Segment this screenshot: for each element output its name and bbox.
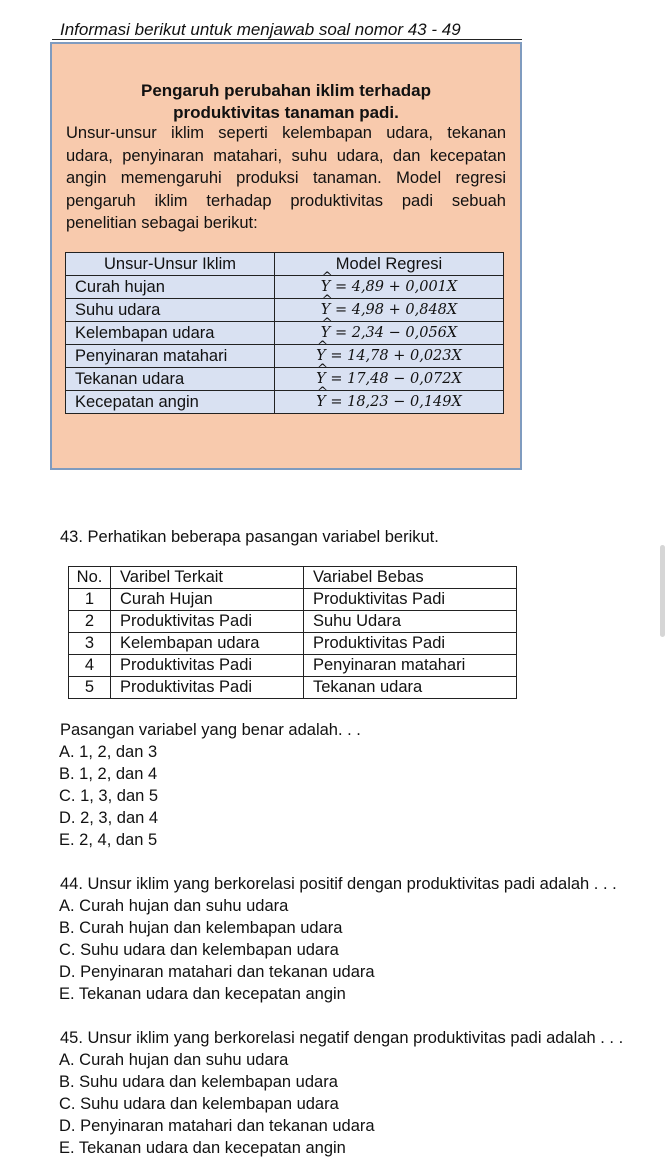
info-title-line2: produktivitas tanaman padi. [173, 103, 399, 122]
equation-text: = 2,34 − 0,056X [334, 325, 458, 341]
pair-independent: Produktivitas Padi [304, 633, 517, 655]
climate-element: Curah hujan [66, 276, 275, 299]
option-c[interactable]: C. Suhu udara dan kelembapan udara [59, 1095, 339, 1113]
info-box [50, 42, 522, 470]
option-e[interactable]: E. 2, 4, dan 5 [59, 831, 158, 849]
regression-equation [275, 322, 504, 345]
option-c[interactable]: C. 1, 3, dan 5 [59, 787, 159, 805]
pair-no: 2 [69, 611, 111, 633]
regression-equation [275, 276, 504, 299]
pair-row [69, 633, 517, 655]
y-hat-symbol: ^ Y [321, 302, 331, 318]
instruction-header: Informasi berikut untuk menjawab soal nomor 43 - 49 [60, 20, 461, 39]
regression-table [65, 252, 504, 414]
equation-text: = 17,48 − 0,072X [330, 371, 462, 387]
pair-dependent: Produktivitas Padi [111, 655, 304, 677]
question-43-prompt: Pasangan variabel yang benar adalah. . . [60, 721, 361, 739]
regression-equation [275, 345, 504, 368]
regression-equation [275, 299, 504, 322]
regression-row [66, 368, 504, 391]
pair-header-row [69, 567, 517, 589]
climate-element: Kelembapan udara [66, 322, 275, 345]
option-c[interactable]: C. Suhu udara dan kelembapan udara [59, 941, 339, 959]
info-paragraph: Unsur-unsur iklim seperti kelembapan udara, tekanan udara, penyinaran matahari, suhu udara, dan kecepatan angin memengaruhi produksi tanaman. Model regresi pengaruh iklim terhadap produktivitas padi sebuah penelitian sebagai berikut: [66, 124, 506, 232]
option-d[interactable]: D. Penyinaran matahari dan tekanan udara [59, 963, 375, 981]
scrollbar[interactable] [660, 545, 665, 637]
pair-independent: Tekanan udara [304, 677, 517, 699]
regression-row [66, 391, 504, 414]
pair-no: 4 [69, 655, 111, 677]
question-44-stem: 44. Unsur iklim yang berkorelasi positif dengan produktivitas padi adalah . . . [60, 875, 617, 893]
option-e[interactable]: E. Tekanan udara dan kecepatan angin [59, 1139, 346, 1157]
pair-dependent: Produktivitas Padi [111, 677, 304, 699]
climate-element: Tekanan udara [66, 368, 275, 391]
question-43-stem: 43. Perhatikan beberapa pasangan variabel berikut. [60, 528, 439, 546]
pair-dependent: Curah Hujan [111, 589, 304, 611]
regression-row [66, 345, 504, 368]
pair-no: 1 [69, 589, 111, 611]
pair-row [69, 677, 517, 699]
option-d[interactable]: D. 2, 3, dan 4 [59, 809, 159, 827]
y-hat-symbol: ^ Y [316, 371, 326, 387]
pair-header-independent: Variabel Bebas [304, 567, 517, 589]
question-45-stem: 45. Unsur iklim yang berkorelasi negatif dengan produktivitas padi adalah . . . [60, 1029, 624, 1047]
pair-independent: Penyinaran matahari [304, 655, 517, 677]
y-hat-symbol: ^ Y [316, 394, 326, 410]
option-b[interactable]: B. 1, 2, dan 4 [59, 765, 158, 783]
equation-text: = 4,89 + 0,001X [334, 279, 458, 295]
pair-independent: Suhu Udara [304, 611, 517, 633]
y-hat-symbol: ^ Y [321, 279, 331, 295]
regression-header-element: Unsur-Unsur Iklim [66, 253, 275, 276]
option-e[interactable]: E. Tekanan udara dan kecepatan angin [59, 985, 346, 1003]
option-d[interactable]: D. Penyinaran matahari dan tekanan udara [59, 1117, 375, 1135]
pair-dependent: Produktivitas Padi [111, 611, 304, 633]
pair-dependent: Kelembapan udara [111, 633, 304, 655]
pair-row [69, 589, 517, 611]
option-b[interactable]: B. Curah hujan dan kelembapan udara [59, 919, 343, 937]
regression-row [66, 322, 504, 345]
y-hat-symbol: ^ Y [321, 325, 331, 341]
pair-header-no: No. [69, 567, 111, 589]
climate-element: Penyinaran matahari [66, 345, 275, 368]
equation-text: = 4,98 + 0,848X [334, 302, 458, 318]
climate-element: Suhu udara [66, 299, 275, 322]
equation-text: = 14,78 + 0,023X [330, 348, 462, 364]
y-hat-symbol: ^ Y [316, 348, 326, 364]
pair-header-dependent: Varibel Terkait [111, 567, 304, 589]
regression-row [66, 276, 504, 299]
pair-row [69, 655, 517, 677]
option-b[interactable]: B. Suhu udara dan kelembapan udara [59, 1073, 338, 1091]
variable-pair-table [68, 566, 517, 699]
regression-header-model: Model Regresi [275, 253, 504, 276]
climate-element: Kecepatan angin [66, 391, 275, 414]
option-a[interactable]: A. Curah hujan dan suhu udara [59, 1051, 289, 1069]
pair-row [69, 611, 517, 633]
option-a[interactable]: A. 1, 2, dan 3 [59, 743, 158, 761]
pair-no: 3 [69, 633, 111, 655]
header-underline [52, 39, 522, 40]
regression-row [66, 299, 504, 322]
option-a[interactable]: A. Curah hujan dan suhu udara [59, 897, 289, 915]
equation-text: = 18,23 − 0,149X [330, 394, 462, 410]
info-title-line1: Pengaruh perubahan iklim terhadap [140, 81, 431, 100]
regression-equation [275, 368, 504, 391]
pair-independent: Produktivitas Padi [304, 589, 517, 611]
regression-header-row [66, 253, 504, 276]
pair-no: 5 [69, 677, 111, 699]
regression-equation [275, 391, 504, 414]
